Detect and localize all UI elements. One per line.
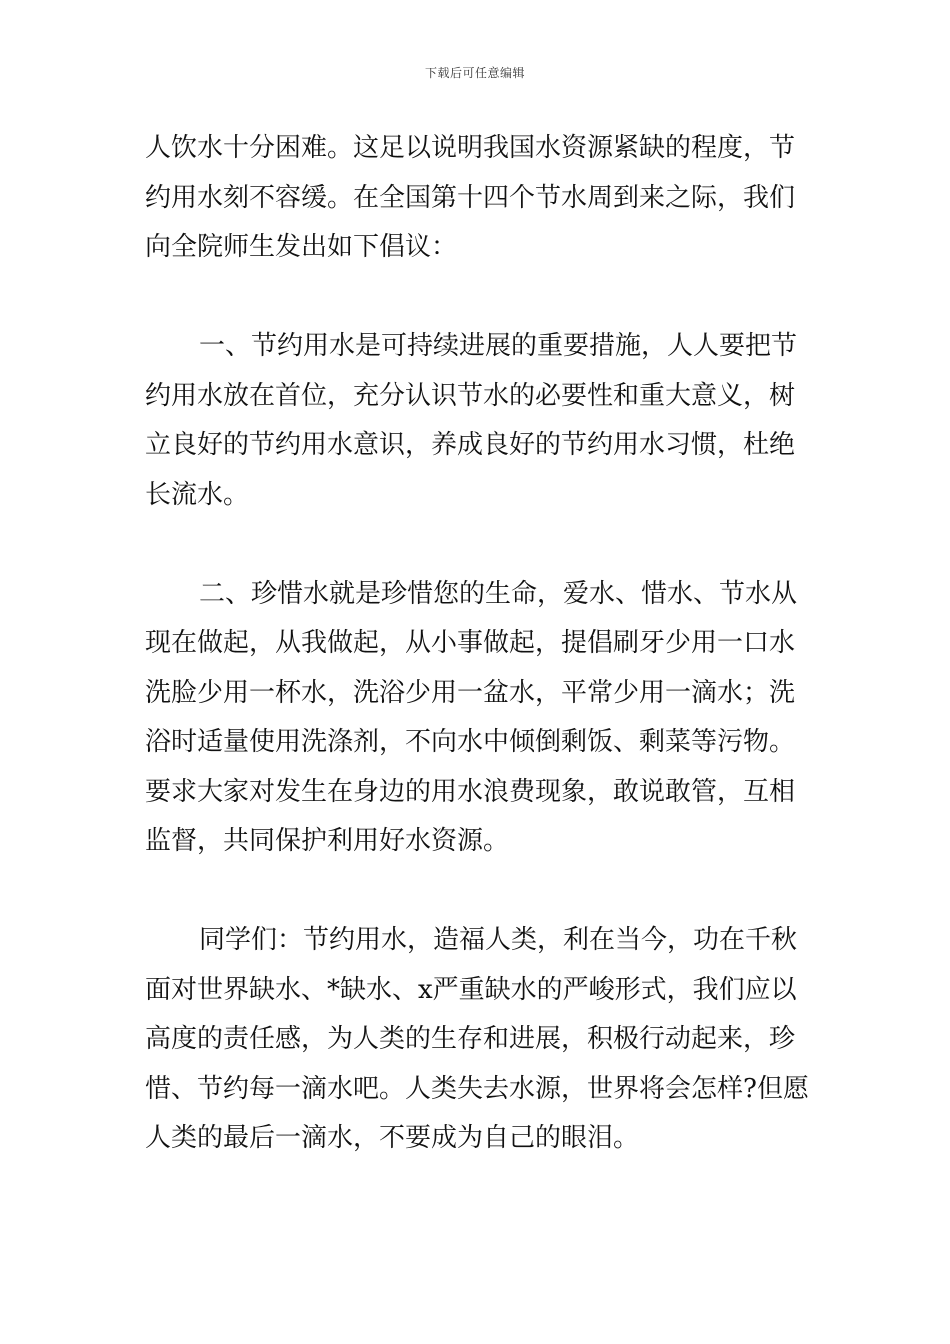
text-line: 向全院师生发出如下倡议： [145, 232, 458, 262]
text-line: 惜、节约每一滴水吧。人类失去水源，世界将会怎样?但愿 [145, 1073, 809, 1104]
paragraph-spacer [145, 520, 810, 570]
paragraph-point-two [145, 570, 810, 867]
text-line: 洗脸少用一杯水，洗浴少用一盆水，平常少用一滴水；洗 [145, 677, 796, 708]
page-header: 下载后可任意编辑 [424, 66, 525, 80]
text-line: 人类的最后一滴水，不要成为自己的眼泪。 [145, 1123, 640, 1153]
text-line: 浴时适量使用洗涤剂，不向水中倾倒剩饭、剩菜等污物。 [145, 727, 796, 757]
paragraph-spacer [145, 273, 810, 323]
document-body [145, 124, 810, 1164]
text-line: 约用水放在首位，充分认识节水的必要性和重大意义，树 [145, 380, 796, 411]
text-line: 现在做起，从我做起，从小事做起，提倡刷牙少用一口水 [145, 628, 796, 658]
text-line: 面对世界缺水、*缺水、x严重缺水的严峻形式，我们应以 [145, 974, 797, 1005]
text-line: 要求大家对发生在身边的用水浪费现象，敢说敢管，互相 [145, 776, 796, 807]
paragraph-spacer [145, 867, 810, 917]
paragraph-closing [145, 916, 810, 1164]
text-line: 监督，共同保护利用好水资源。 [145, 826, 510, 856]
paragraph-intro [145, 124, 810, 273]
text-line: 长流水。 [145, 479, 250, 510]
text-line: 约用水刻不容缓。在全国第十四个节水周到来之际，我们 [145, 182, 796, 213]
paragraph-point-one [145, 322, 810, 520]
text-line: 同学们：节约用水，造福人类，利在当今，功在千秋 [199, 925, 798, 955]
text-line: 立良好的节约用水意识，养成良好的节约用水习惯，杜绝 [145, 430, 796, 460]
text-line: 二、珍惜水就是珍惜您的生命，爱水、惜水、节水从 [199, 578, 798, 609]
text-line: 人饮水十分困难。这足以说明我国水资源紧缺的程度，节 [145, 133, 796, 163]
text-line: 一、节约用水是可持续进展的重要措施，人人要把节 [199, 331, 798, 361]
text-line: 高度的责任感，为人类的生存和进展，积极行动起来，珍 [145, 1024, 796, 1054]
